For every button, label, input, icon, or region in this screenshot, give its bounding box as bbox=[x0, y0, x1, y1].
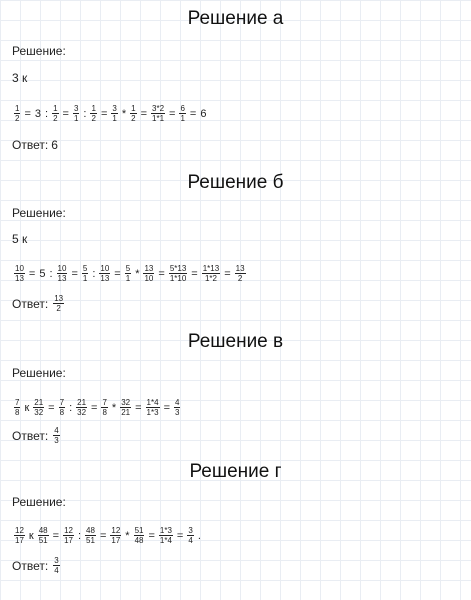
answer-g bbox=[12, 556, 62, 575]
operator: = bbox=[114, 267, 121, 280]
fraction bbox=[73, 104, 79, 123]
numerator: 13 bbox=[144, 264, 154, 273]
denominator: 10 bbox=[144, 274, 154, 283]
numerator: 5 bbox=[125, 264, 131, 273]
denominator: 1 bbox=[82, 274, 88, 283]
denominator: 8 bbox=[102, 408, 107, 417]
numerator: 6 bbox=[180, 104, 185, 113]
denominator: 2 bbox=[131, 114, 136, 123]
denominator: 48 bbox=[134, 536, 144, 545]
fraction bbox=[146, 398, 160, 417]
solution-label-v: Решение: bbox=[12, 366, 66, 380]
numerator: 21 bbox=[77, 398, 87, 407]
numerator: 4 bbox=[175, 398, 180, 407]
denominator: 32 bbox=[34, 408, 44, 417]
fraction bbox=[125, 264, 131, 283]
heading-a: Решение а bbox=[187, 8, 284, 29]
number: 5 bbox=[39, 267, 46, 280]
operator: = bbox=[24, 107, 31, 120]
operator: = bbox=[48, 401, 55, 414]
fraction bbox=[179, 104, 185, 123]
operator: = bbox=[62, 107, 69, 120]
numerator: 7 bbox=[15, 398, 20, 407]
fraction bbox=[14, 104, 20, 123]
numerator: 1*4 bbox=[146, 398, 159, 407]
denominator: 8 bbox=[15, 408, 20, 417]
denominator: 2 bbox=[237, 274, 243, 283]
numerator: 7 bbox=[102, 398, 107, 407]
numerator: 1 bbox=[15, 104, 20, 113]
denominator: 1*3 bbox=[146, 408, 159, 417]
fraction bbox=[76, 398, 87, 417]
numerator: 5 bbox=[82, 264, 88, 273]
operator: = bbox=[135, 401, 142, 414]
numerator: 5*13 bbox=[169, 264, 187, 273]
fraction bbox=[99, 264, 110, 283]
numerator: 3 bbox=[188, 526, 193, 535]
heading-g: Решение г bbox=[189, 461, 282, 482]
numerator: 3 bbox=[112, 104, 117, 113]
operator: = bbox=[176, 529, 184, 542]
fraction bbox=[134, 526, 145, 545]
fraction bbox=[143, 264, 154, 283]
denominator: 32 bbox=[77, 408, 87, 417]
numerator: 48 bbox=[38, 526, 48, 535]
fraction bbox=[187, 526, 193, 545]
operator: : bbox=[92, 267, 96, 280]
operator: = bbox=[28, 267, 36, 280]
denominator: 1 bbox=[112, 114, 117, 123]
operator: = bbox=[191, 267, 198, 280]
numerator: 12 bbox=[111, 526, 121, 535]
fraction bbox=[130, 104, 136, 123]
operator: к bbox=[28, 529, 34, 542]
denominator: 13 bbox=[15, 274, 24, 283]
denominator: 1*10 bbox=[169, 274, 187, 283]
expression-g bbox=[12, 526, 203, 545]
fraction bbox=[151, 104, 165, 123]
numerator: 1 bbox=[91, 104, 96, 113]
denominator: 51 bbox=[38, 536, 48, 545]
fraction bbox=[14, 264, 25, 283]
answer-fraction-b: $\frac{13}{2}$ bbox=[54, 294, 64, 313]
numerator: 7 bbox=[59, 398, 65, 407]
numerator: 10 bbox=[100, 264, 110, 273]
denominator: 51 bbox=[86, 536, 95, 545]
denominator: 1 bbox=[125, 274, 131, 283]
operator: = bbox=[140, 107, 147, 120]
operator: = bbox=[169, 107, 176, 120]
number: 3 bbox=[34, 107, 42, 120]
operator: : bbox=[77, 529, 82, 542]
operator: : bbox=[45, 107, 49, 120]
fraction bbox=[174, 398, 180, 417]
denominator: 1*1 bbox=[152, 114, 165, 123]
numerator: 3 bbox=[73, 104, 79, 113]
operator: = bbox=[163, 401, 170, 414]
operator: = bbox=[158, 267, 165, 280]
ratio-b: 5 к bbox=[12, 232, 28, 246]
operator: = bbox=[71, 267, 78, 280]
operator: * bbox=[111, 401, 117, 414]
operator: = bbox=[224, 267, 231, 280]
heading-b: Решение б bbox=[187, 172, 284, 193]
denominator: 13 bbox=[57, 274, 67, 283]
operator: = bbox=[189, 107, 197, 120]
operator: = bbox=[100, 107, 108, 120]
fraction bbox=[111, 104, 117, 123]
answer-label-g: Ответ: bbox=[12, 558, 49, 573]
ratio-a: 3 к bbox=[12, 71, 28, 85]
fraction bbox=[14, 526, 25, 545]
operator: * bbox=[121, 107, 127, 120]
expression-v bbox=[12, 398, 182, 417]
fraction bbox=[159, 526, 173, 545]
numerator: 13 bbox=[235, 264, 245, 273]
denominator: 8 bbox=[59, 408, 65, 417]
expression-a bbox=[12, 104, 208, 123]
fraction bbox=[202, 264, 220, 283]
numerator: 21 bbox=[34, 398, 44, 407]
denominator: 17 bbox=[64, 536, 73, 545]
denominator: 17 bbox=[15, 536, 24, 545]
fraction bbox=[52, 104, 58, 123]
numerator: 1*13 bbox=[202, 264, 220, 273]
operator: к bbox=[24, 401, 30, 414]
denominator: 1*4 bbox=[159, 536, 172, 545]
expression-b bbox=[12, 264, 248, 283]
fraction bbox=[90, 104, 96, 123]
operator: : bbox=[69, 401, 73, 414]
fraction bbox=[82, 264, 88, 283]
numerator: 12 bbox=[15, 526, 24, 535]
denominator: 3 bbox=[175, 408, 180, 417]
fraction bbox=[85, 526, 96, 545]
numerator: 32 bbox=[121, 398, 131, 407]
fraction bbox=[14, 398, 20, 417]
operator: = bbox=[148, 529, 155, 542]
fraction bbox=[57, 264, 68, 283]
denominator: 2 bbox=[91, 114, 96, 123]
numerator: 10 bbox=[15, 264, 24, 273]
numerator: 51 bbox=[134, 526, 144, 535]
fraction bbox=[63, 526, 74, 545]
operator: = bbox=[91, 401, 98, 414]
heading-v: Решение в bbox=[187, 331, 284, 352]
operator: : bbox=[49, 267, 53, 280]
denominator: 1*2 bbox=[204, 274, 217, 283]
answer-label-b: Ответ: bbox=[12, 296, 49, 311]
answer-b bbox=[12, 294, 66, 313]
numerator: 12 bbox=[64, 526, 73, 535]
fraction bbox=[120, 398, 131, 417]
numerator: 1 bbox=[53, 104, 58, 113]
fraction bbox=[38, 526, 49, 545]
denominator: 13 bbox=[100, 274, 110, 283]
solution-label-a: Решение: bbox=[12, 44, 66, 58]
denominator: 1 bbox=[73, 114, 79, 123]
answer-value-a: 6 bbox=[51, 138, 58, 152]
numerator: 1*3 bbox=[159, 526, 172, 535]
denominator: 17 bbox=[111, 536, 121, 545]
denominator: 4 bbox=[188, 536, 193, 545]
answer-fraction-v: $\frac{4}{3}$ bbox=[54, 426, 59, 445]
operator: * bbox=[135, 267, 140, 280]
fraction bbox=[101, 398, 107, 417]
operator: . bbox=[197, 529, 201, 542]
operator: * bbox=[125, 529, 130, 542]
numerator: 48 bbox=[86, 526, 95, 535]
answer-fraction-g: $\frac{3}{4}$ bbox=[54, 556, 59, 575]
answer-label-v: Ответ: bbox=[12, 428, 49, 443]
answer-label-a: Ответ: bbox=[12, 138, 49, 152]
numerator: 1 bbox=[131, 104, 136, 113]
fraction bbox=[235, 264, 246, 283]
numerator: 10 bbox=[57, 264, 67, 273]
solution-label-g: Решение: bbox=[12, 495, 66, 509]
fraction bbox=[169, 264, 187, 283]
denominator: 2 bbox=[15, 114, 20, 123]
operator: = bbox=[99, 529, 107, 542]
fraction bbox=[59, 398, 65, 417]
numerator: 3*2 bbox=[152, 104, 165, 113]
solution-label-b: Решение: bbox=[12, 206, 66, 220]
denominator: 21 bbox=[121, 408, 131, 417]
denominator: 2 bbox=[53, 114, 58, 123]
fraction bbox=[33, 398, 44, 417]
fraction bbox=[110, 526, 121, 545]
denominator: 1 bbox=[180, 114, 185, 123]
number: 6 bbox=[200, 107, 207, 120]
operator: : bbox=[83, 107, 87, 120]
answer-v bbox=[12, 426, 62, 445]
operator: = bbox=[52, 529, 60, 542]
answer-a bbox=[12, 138, 58, 152]
